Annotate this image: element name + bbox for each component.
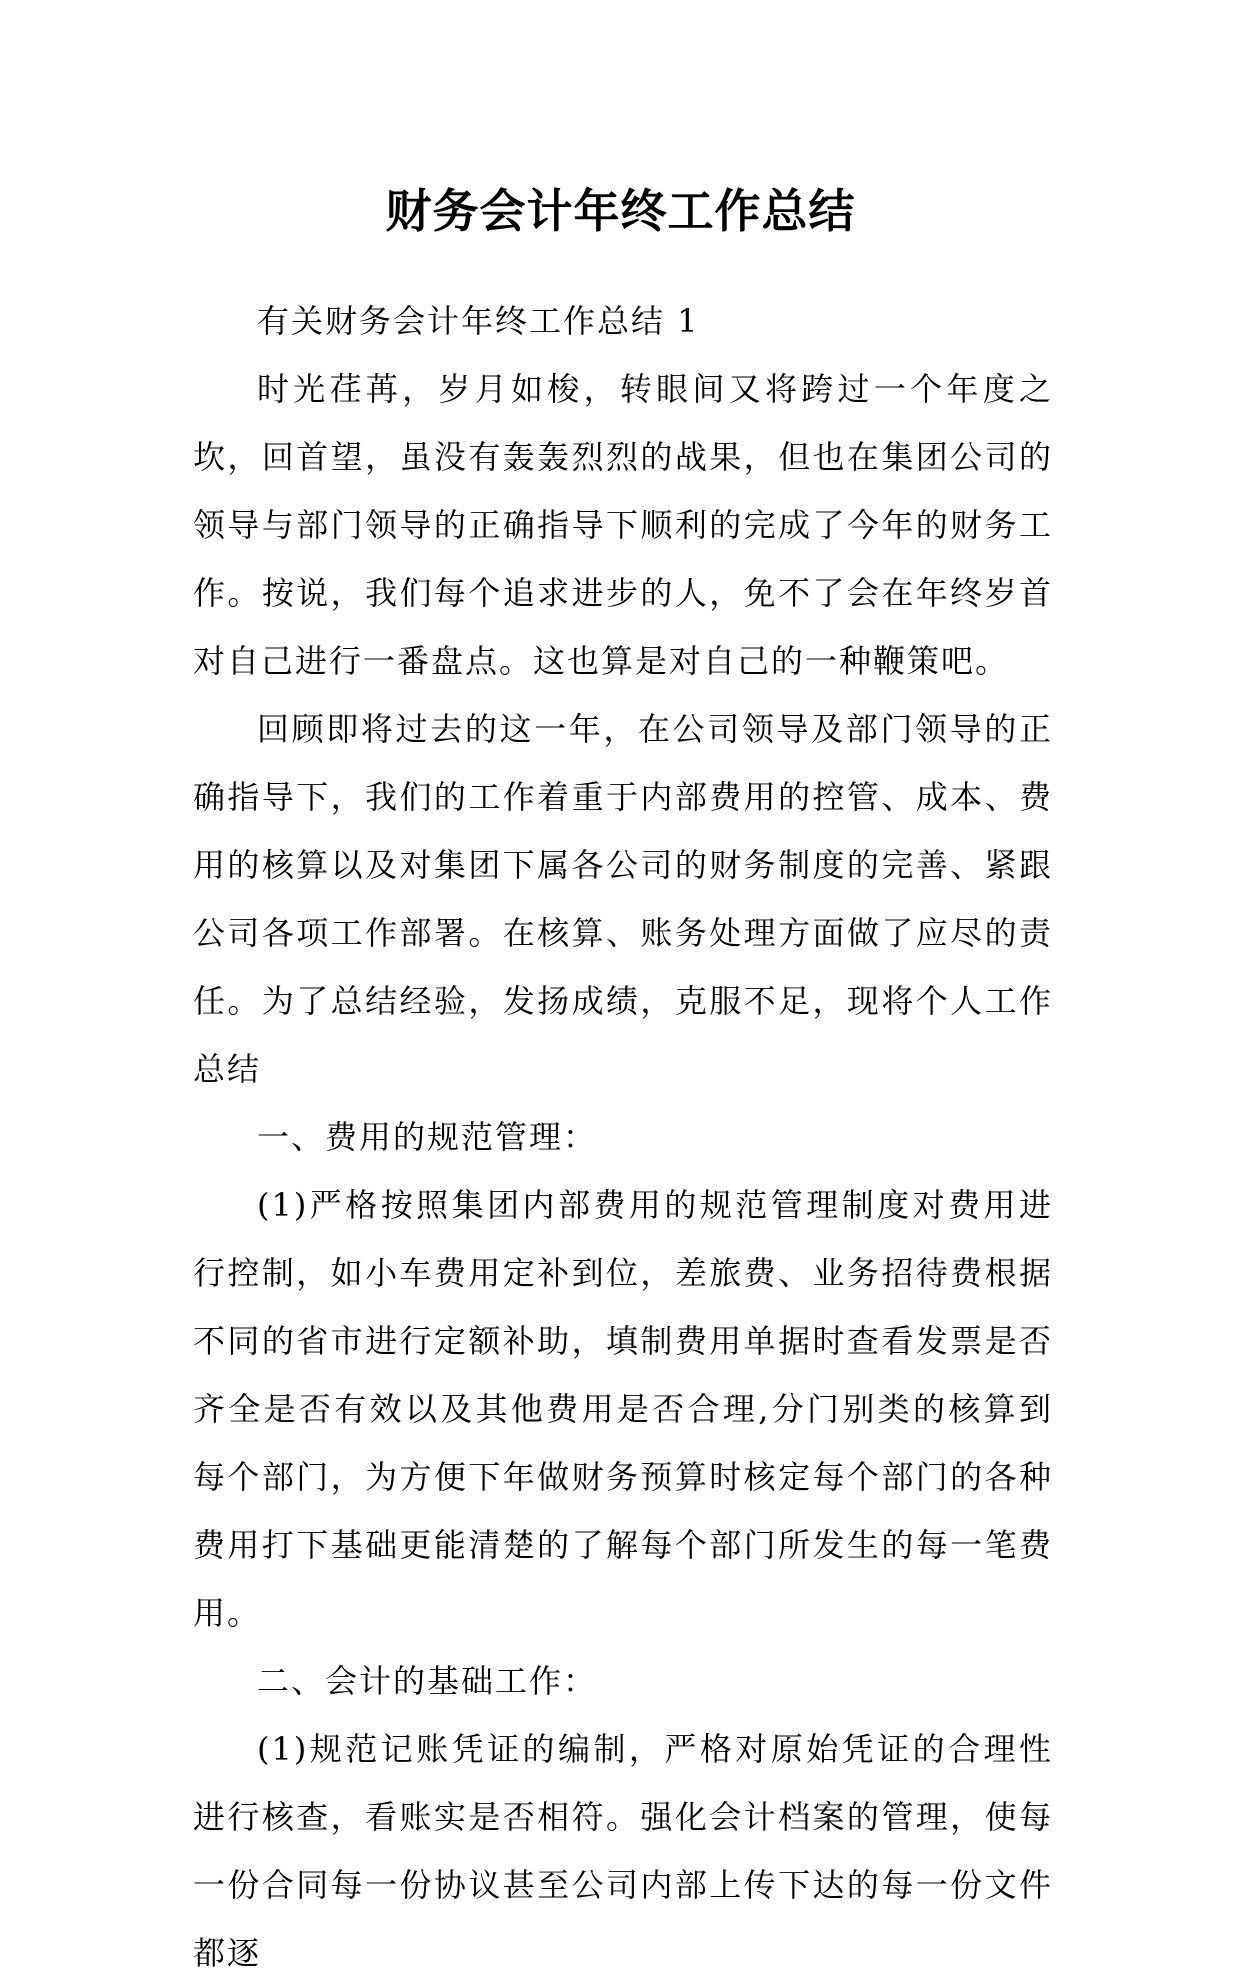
paragraph-expenses: (1)严格按照集团内部费用的规范管理制度对费用进行控制，如小车费用定补到位，差旅费、业务招待费根据不同的省市进行定额补助，填制费用单据时查看发票是否齐全是否有效以及其他费用是否合理,分门别类的核算到每个部门，为方便下年做财务预算时核定每个部门的各种费用打下基础更能清楚的了解每个部门所发生的每一笔费用。 (193, 1186, 1053, 1632)
section-heading-1: 有关财务会计年终工作总结 1 (257, 302, 700, 340)
paragraph-review: 回顾即将过去的这一年，在公司领导及部门领导的正确指导下，我们的工作着重于内部费用的控管、成本、费用的核算以及对集团下属各公司的财务制度的完善、紧跟公司各项工作部署。在核算、账务处理方面做了应尽的责任。为了总结经验，发扬成绩，克服不足，现将个人工作总结 (193, 710, 1053, 1088)
document-body (193, 287, 1053, 1987)
section-heading-expenses: 一、费用的规范管理： (257, 1118, 598, 1156)
section-heading-accounting: 二、会计的基础工作： (257, 1662, 598, 1700)
paragraph-accounting: (1)规范记账凭证的编制，严格对原始凭证的合理性进行核查，看账实是否相符。强化会计档案的管理，使每一份合同每一份协议甚至公司内部上传下达的每一份文件都逐 (193, 1730, 1053, 1972)
document-title: 财务会计年终工作总结 (385, 183, 856, 238)
paragraph-intro: 时光荏苒，岁月如梭，转眼间又将跨过一个年度之坎，回首望，虽没有轰轰烈烈的战果，但也在集团公司的领导与部门领导的正确指导下顺利的完成了今年的财务工作。按说，我们每个追求进步的人，免不了会在年终岁首对自己进行一番盘点。这也算是对自己的一种鞭策吧。 (193, 370, 1053, 680)
